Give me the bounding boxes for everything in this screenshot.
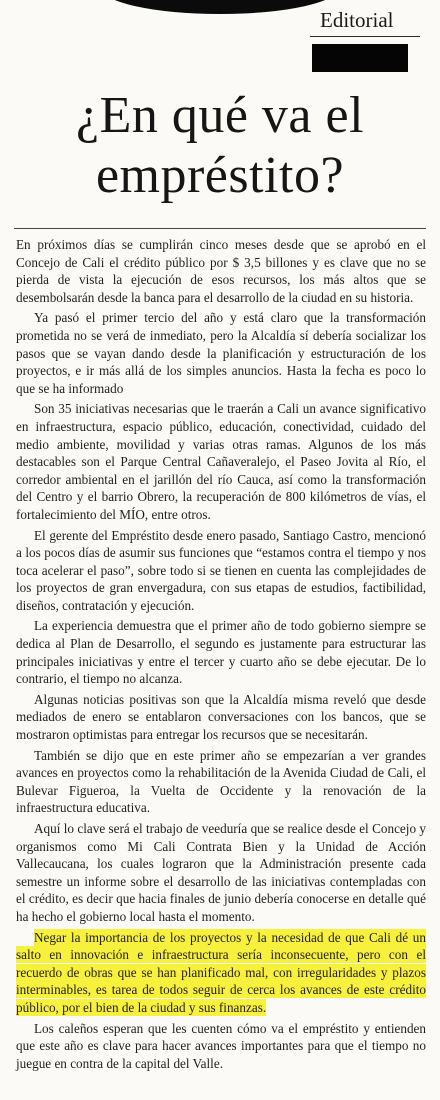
headline bbox=[0, 86, 440, 206]
paragraph-7: También se dijo que en este primer año se empezarían a ver grandes avances en proyectos como la rehabilitación de la Avenida Ciudad de Cali, el Bulevar Figueroa, la Vuelta de Occidente y la renovación de la infraestructura educativa. bbox=[16, 747, 426, 816]
paragraph-1: En próximos días se cumplirán cinco meses desde que se aprobó en el Concejo de Cali el crédito público por $ 3,5 billones y es clave que no se pierda de vista la ejecución de esos recursos, los más altos que se desembolsarán desde la banca para el desarrollo de la ciudad en su historia. bbox=[16, 237, 426, 305]
redaction-bar bbox=[312, 44, 408, 72]
top-decorative-shape bbox=[100, 0, 340, 14]
paragraph-4: El gerente del Empréstito desde enero pasado, Santiago Castro, mencionó a los pocos días de asumir sus funciones que “estamos contra el tiempo y nos toca acelerar el paso”, sobre todo si se tienen en cuenta las complejidades de los proyectos de gran envergadura, con sus etapas de estudios, factibilidad, diseños, contratación y ejecución. bbox=[16, 527, 426, 613]
section-divider bbox=[310, 36, 420, 37]
paragraph-8: Aquí lo clave será el trabajo de veeduría que se realice desde el Concejo y organismos como Mi Cali Contrata Bien y la Unidad de Acción Vallecaucana, los cuales lograron que la Administración presente cada semestre un informe sobre el desarrollo de las iniciativas contempladas con el crédito, es decir que hacia finales de junio debería conocerse en detalle qué ha hecho el gobierno local hasta el momento. bbox=[16, 821, 426, 924]
paragraph-5: La experiencia demuestra que el primer año de todo gobierno siempre se dedica al Plan de Desarrollo, el segundo es justamente para estructurar las principales iniciativas y entre el tercer y cuarto año se debe ejecutar. De lo contrario, el tiempo no alcanza. bbox=[16, 618, 426, 687]
section-label: Editorial bbox=[320, 8, 394, 32]
headline-line-1: ¿En qué va el bbox=[75, 87, 365, 144]
paragraph-3: Son 35 iniciativas necesarias que le traerán a Cali un avance significativo en infraestructura, espacio público, educación, conectividad, cuidado del medio ambiente, movilidad y varias otras ramas. Algunos de los más destacables son el Parque Central Cañaveralejo, el Paseo Jovita al Río, el corredor ambiental en el jarillón del río Cauca, así como la transformación del Centro y el barrio Obrero, la recuperación de 800 kilómetros de vías, el fortalecimiento del MÍO, entre otros. bbox=[16, 401, 426, 522]
paragraph-6: Algunas noticias positivas son que la Alcaldía misma reveló que desde mediados de enero se entablaron conversaciones con los bancos, que se mostraron optimistas para entregar los recursos que se necesitarán. bbox=[16, 691, 426, 743]
paragraph-10: Los caleños esperan que les cuenten cómo va el empréstito y entienden que este año es clave para hacer avances importantes para que el tiempo no juegue en contra de la capital del Valle. bbox=[16, 1020, 426, 1071]
headline-rule bbox=[14, 228, 426, 229]
article-body bbox=[16, 236, 426, 1075]
highlighted-text: Negar la importancia de los proyectos y la necesidad de que Cali dé un salto en innovación e infraestructura sería inconsecuente, pero con el recuerdo de obras que se han planificado mal, con irregularidades y plazos interminables, es tarea de todos seguir de cerca los avances de este crédito público, por el bien de la ciudad y sus finanzas. bbox=[16, 929, 426, 1015]
paragraph-9-highlighted bbox=[16, 929, 426, 1017]
headline-line-2: empréstito? bbox=[95, 147, 345, 204]
paragraph-2: Ya pasó el primer tercio del año y está claro que la transformación prometida no se verá de inmediato, pero la Alcaldía sí debería socializar los pasos que se vayan dando desde la planificación y estructuración de los proyectos, e ir más allá de los simples anuncios. Hasta la fecha es poco lo que se ha informado bbox=[16, 310, 426, 396]
